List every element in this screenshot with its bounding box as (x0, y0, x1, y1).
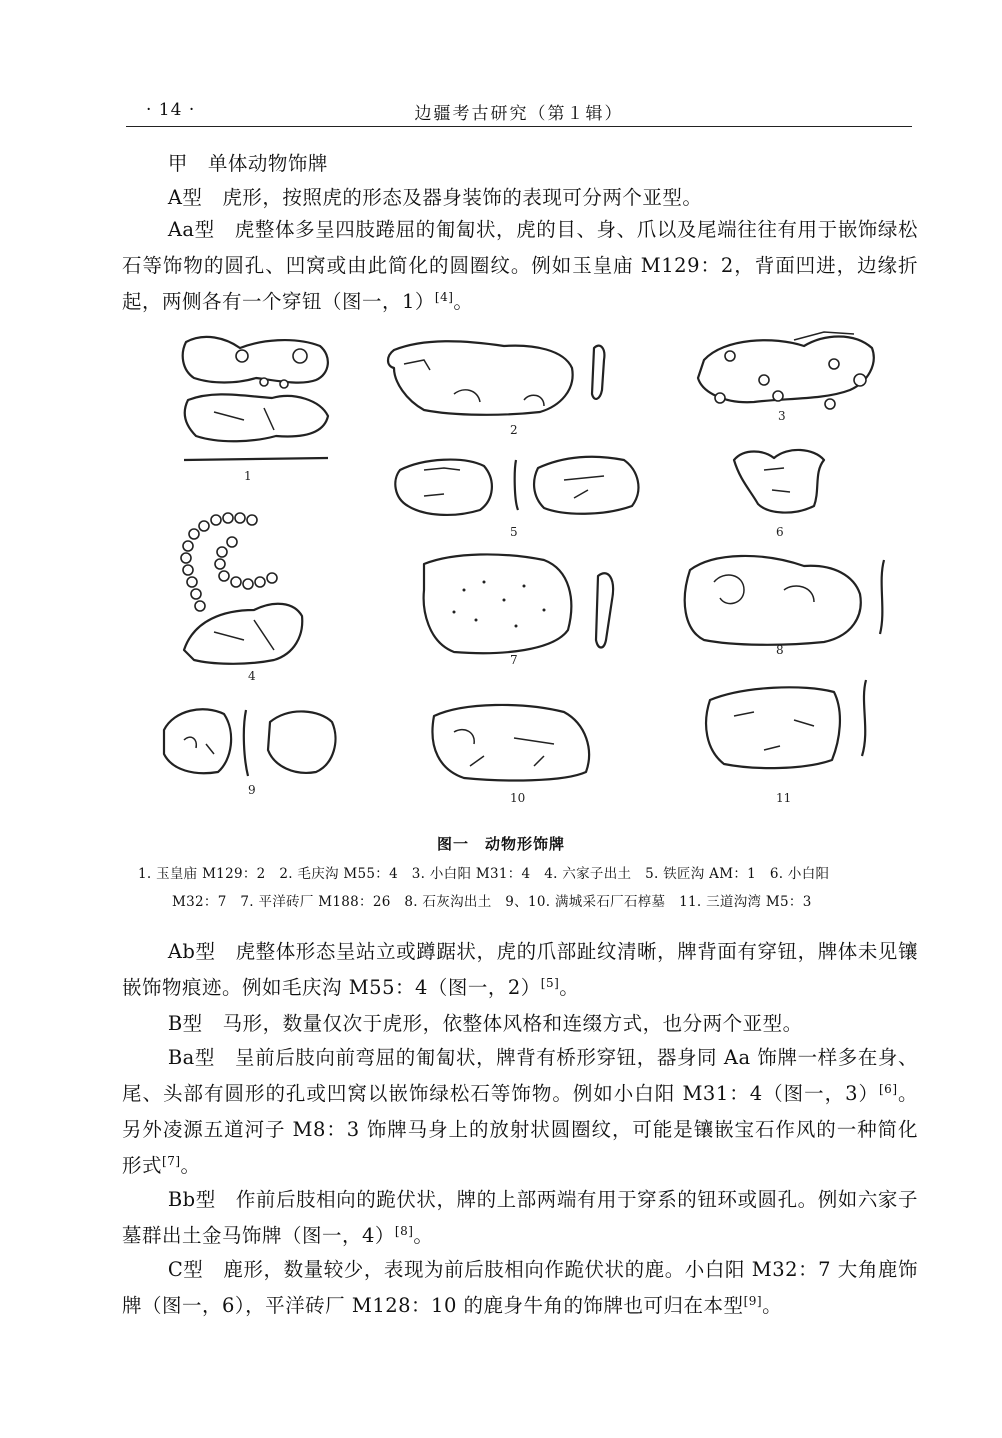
para-ba-text-2: 。另外凌源五道河子 M8：3 饰牌马身上的放射状圆圈纹，可能是镶嵌宝石作风的一种简化形式 (122, 1082, 918, 1177)
fig-num-9: 9 (248, 783, 256, 797)
fig-num-10: 10 (510, 791, 526, 805)
fig-num-8: 8 (776, 643, 784, 657)
figure-caption-line-2: M32：7 7. 平洋砖厂 M188：26 8. 石灰沟出土 9、10. 满城采石厂石椁墓 11. 三道沟湾 M5：3 (172, 894, 812, 910)
figure-title: 图一 动物形饰牌 (436, 835, 565, 853)
section-heading: 甲 单体动物饰牌 (167, 152, 328, 175)
journal-title: 边疆考古研究（第１辑） (414, 104, 624, 124)
fig-num-11: 11 (776, 791, 792, 805)
citation-ref: [4] (434, 290, 454, 304)
fig-num-7: 7 (510, 653, 518, 667)
citation-ref: [6] (879, 1082, 898, 1096)
para-type-a: A型 虎形，按照虎的形态及器身装饰的表现可分两个亚型。 (167, 186, 703, 209)
plaque-6-drawing (734, 450, 824, 513)
plaque-5-drawing (395, 457, 638, 515)
header-rule (126, 126, 912, 127)
running-header (126, 96, 912, 126)
para-type-bb (122, 1182, 918, 1254)
plaque-1-drawing (183, 337, 328, 460)
plaque-2-drawing (388, 341, 604, 415)
fig-num-1: 1 (244, 469, 252, 483)
figure-animal-plaques (124, 320, 914, 820)
plaque-10-drawing (432, 705, 589, 781)
plaque-8-drawing (685, 556, 884, 645)
para-aa-text: Aa型 虎整体多呈四肢踡屈的匍匐状，虎的目、身、爪以及尾端往往有用于嵌饰绿松石等饰物的圆孔、凹窝或由此简化的圆圈纹。例如玉皇庙 M129：2，背面凹进，边缘折起，两侧各有一个穿钮（图一，1） (122, 218, 918, 313)
para-ab-end: 。 (559, 976, 580, 999)
fig-num-6: 6 (776, 525, 784, 539)
plaque-4-drawing (181, 513, 302, 664)
citation-ref: [9] (743, 1294, 763, 1308)
para-aa-end: 。 (453, 290, 474, 313)
fig-num-3: 3 (778, 409, 786, 423)
citation-ref: [5] (540, 976, 560, 990)
para-ba-text-1: Ba型 呈前后肢向前弯屈的匍匐状，牌背有桥形穿钮，器身同 Aa 饰牌一样多在身、尾、头部有圆形的孔或凹窝以嵌饰绿松石等饰物。例如小白阳 M31：4（图一，3） (122, 1046, 918, 1105)
para-type-ba (122, 1040, 918, 1184)
para-ba-end: 。 (180, 1154, 201, 1177)
page-number: · 14 · (146, 100, 196, 120)
fig-num-5: 5 (510, 525, 518, 539)
citation-ref: [7] (162, 1154, 181, 1168)
para-c-end: 。 (762, 1294, 783, 1317)
plaque-drawings (124, 320, 914, 820)
plaque-7-drawing (424, 554, 613, 653)
para-c-text: C型 鹿形，数量较少，表现为前后肢相向作跪伏状的鹿。小白阳 M32：7 大角鹿饰牌（图一，6），平洋砖厂 M128：10 的鹿身牛角的饰牌也可归在本型 (122, 1258, 918, 1317)
para-ab-text: Ab型 虎整体形态呈站立或蹲踞状，虎的爪部趾纹清晰，牌背面有穿钮，牌体未见镶嵌饰物痕迹。例如毛庆沟 M55：4（图一，2） (122, 940, 918, 999)
para-type-b: B型 马形，数量仅次于虎形，依整体风格和连缀方式，也分两个亚型。 (167, 1012, 803, 1035)
citation-ref: [8] (394, 1224, 414, 1238)
fig-num-2: 2 (510, 423, 518, 437)
para-type-aa (122, 212, 918, 320)
para-type-c (122, 1252, 918, 1324)
para-type-ab (122, 934, 918, 1006)
para-bb-text: Bb型 作前后肢相向的跪伏状，牌的上部两端有用于穿系的钮环或圆孔。例如六家子墓群出土金马饰牌（图一，4） (122, 1188, 918, 1247)
plaque-11-drawing (706, 680, 866, 768)
para-bb-end: 。 (413, 1224, 434, 1247)
plaque-3-drawing (698, 332, 874, 409)
fig-num-4: 4 (248, 669, 256, 683)
plaque-9-drawing (164, 709, 335, 776)
figure-caption-line-1: 1. 玉皇庙 M129：2 2. 毛庆沟 M55：4 3. 小白阳 M31：4 4. 六家子出土 5. 铁匠沟 AM：1 6. 小白阳 (138, 866, 830, 882)
